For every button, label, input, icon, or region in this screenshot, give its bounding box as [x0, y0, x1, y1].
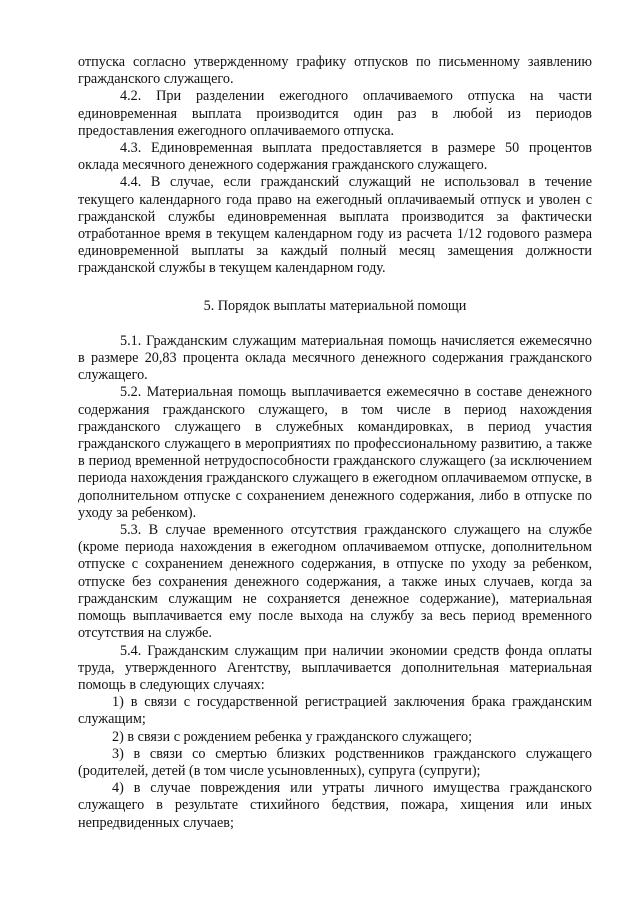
paragraph-4-4: 4.4. В случае, если гражданский служащий не использовал в течение текущего календарного года право на ежегодный оплачиваемый отпуск и уволен с гражданской службы единовременная выплата производится за фактически отработанное время в текущем календарном году из расчета 1/12 годового размера единовременной выплаты за каждый полный месяц замещения должности гражданской службы в текущем календарном году.	[78, 174, 592, 277]
list-item-2: 2) в связи с рождением ребенка у гражданского служащего;	[112, 728, 473, 745]
list-item-4: 4) в случае повреждения или утраты личного имущества гражданского служащего в результате стихийного бедствия, пожара, хищения или иных непредвиденных случаев;	[78, 780, 592, 831]
paragraph-4-3: 4.3. Единовременная выплата предоставляется в размере 50 процентов оклада месячного денежного содержания гражданского служащего.	[78, 140, 592, 174]
paragraph-5-3: 5.3. В случае временного отсутствия гражданского служащего на службе (кроме периода нахождения в ежегодном оплачиваемом отпуске, дополнительном отпуске с сохранением денежного содержания, в отпуске по уходу за ребенком, отпуске без сохранения денежного содержания, а также иных случаев, когда за гражданским служащим не сохраняется денежное содержание), материальная помощь выплачивается ему после выхода на службу за весь период временного отсутствия на службе.	[78, 522, 592, 642]
list-item-1: 1) в связи с государственной регистрацией заключения брака гражданским служащим;	[78, 694, 592, 728]
paragraph-4-1-continuation: отпуска согласно утвержденному графику отпусков по письменному заявлению гражданского служащего.	[78, 54, 592, 88]
paragraph-5-2: 5.2. Материальная помощь выплачивается ежемесячно в составе денежного содержания гражданского служащего, в том числе в период нахождения гражданского служащего в служебных командировках, в период участия гражданского служащего в мероприятиях по профессиональному развитию, а также в период временной нетрудоспособности гражданского служащего (за исключением периода нахождения гражданского служащего в ежегодном оплачиваемом отпуске, в дополнительном отпуске с сохранением денежного содержания, либо в отпуске по уходу за ребенком).	[78, 384, 592, 521]
paragraph-4-2: 4.2. При разделении ежегодного оплачиваемого отпуска на части единовременная выплата производится один раз в любой из периодов предоставления ежегодного оплачиваемого отпуска.	[78, 88, 592, 139]
paragraph-5-1: 5.1. Гражданским служащим материальная помощь начисляется ежемесячно в размере 20,83 процента оклада месячного денежного содержания гражданского служащего.	[78, 332, 592, 384]
list-item-3: 3) в связи со смертью близких родственников гражданского служащего (родителей, детей (в том числе усыновленных), супруга (супруги);	[78, 745, 592, 779]
section-heading: 5. Порядок выплаты материальной помощи	[203, 297, 467, 314]
paragraph-5-4: 5.4. Гражданским служащим при наличии экономии средств фонда оплаты труда, утвержденного Агентству, выплачивается дополнительная материальная помощь в следующих случаях:	[78, 642, 592, 693]
